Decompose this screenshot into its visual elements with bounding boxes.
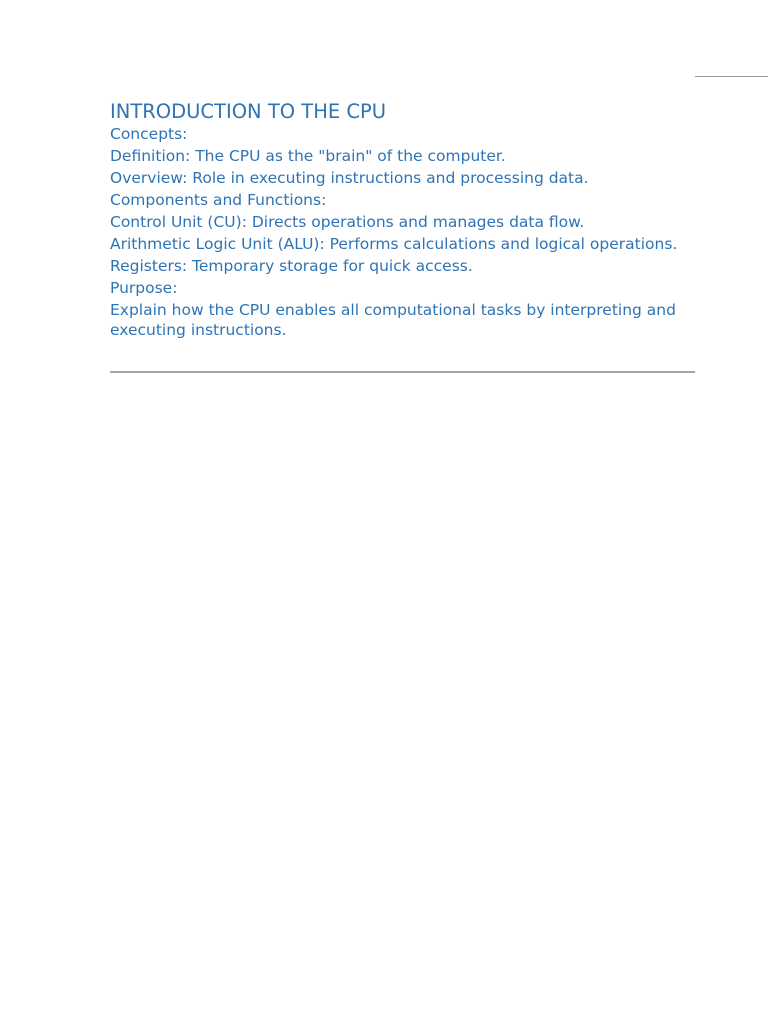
section-line: Explain how the CPU enables all computational tasks by interpreting and executing instructions. [110,301,676,339]
section-body [110,124,695,340]
header-corner-rule [695,76,768,77]
section-line-label-components: Components and Functions: [110,191,327,209]
section-title: INTRODUCTION TO THE CPU [110,100,387,123]
section-introduction [110,100,695,342]
section-line: Arithmetic Logic Unit (ALU): Performs calculations and logical operations. [110,235,678,253]
section-line-label-purpose: Purpose: [110,279,178,297]
section-line: Control Unit (CU): Directs operations and manages data flow. [110,213,585,231]
section-divider [110,371,695,373]
section-line-label-concepts: Concepts: [110,125,188,143]
section-line: Registers: Temporary storage for quick access. [110,257,473,275]
section-line: Overview: Role in executing instructions and processing data. [110,169,589,187]
section-line: Definition: The CPU as the "brain" of the computer. [110,147,506,165]
